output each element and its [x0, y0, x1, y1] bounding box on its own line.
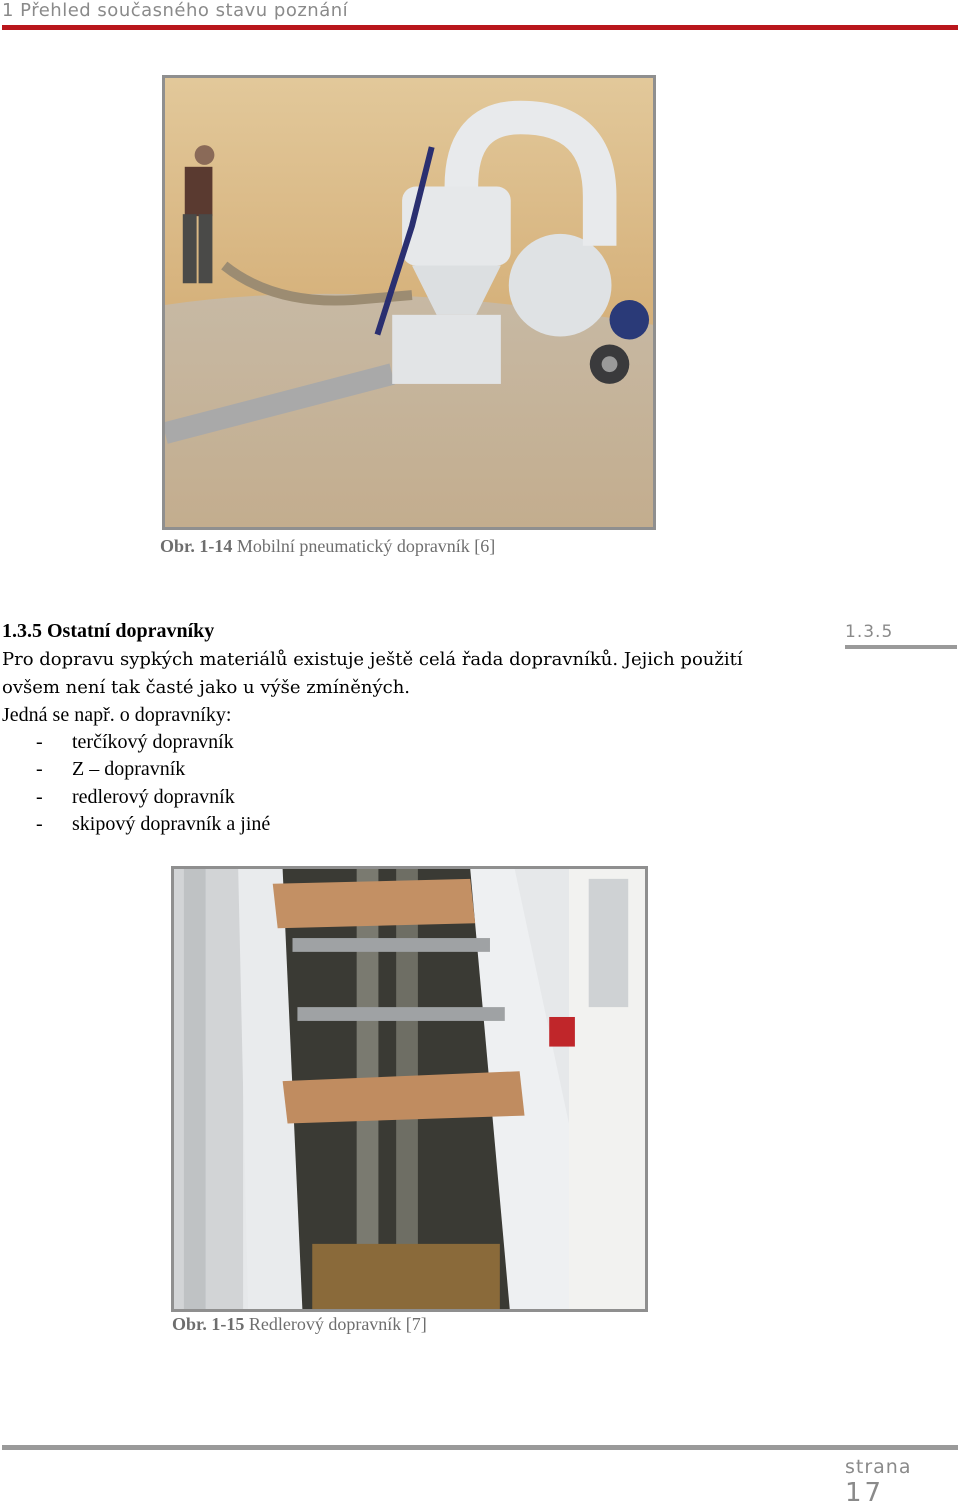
list-item: terčíkový dopravník — [72, 731, 234, 753]
list-dash: - — [36, 813, 43, 835]
paragraph-line-1: Pro dopravu sypkých materiálů existuje ještě celá řada dopravníků. Jejich použití — [2, 649, 743, 670]
list-item: redlerový dopravník — [72, 786, 235, 808]
figure-1-15-number: Obr. 1-15 — [172, 1314, 245, 1334]
photo-chain-conveyor — [174, 869, 645, 1309]
paragraph-line-2: ovšem není tak časté jako u výše zmíněných. — [2, 677, 411, 698]
figure-1-15-title: Redlerový dopravník [7] — [248, 1314, 427, 1334]
section-heading: 1.3.5 Ostatní dopravníky — [2, 620, 215, 642]
figure-1-14-number: Obr. 1-14 — [160, 536, 233, 556]
list-dash: - — [36, 758, 43, 780]
figure-chain-conveyor-photo — [171, 866, 648, 1312]
chapter-title: 1 Přehled současného stavu poznání — [2, 0, 349, 21]
footer-page-number: 17 — [845, 1478, 885, 1508]
photo-pneumatic-conveyor — [165, 78, 653, 527]
list-item: Z – dopravník — [72, 758, 186, 780]
margin-section-ref: 1.3.5 — [845, 622, 894, 642]
margin-rule — [845, 645, 957, 649]
figure-1-15-caption — [172, 1314, 427, 1335]
footer-page-label: strana — [845, 1456, 912, 1478]
figure-pneumatic-conveyor-photo — [162, 75, 656, 530]
list-item: skipový dopravník a jiné — [72, 813, 271, 835]
list-dash: - — [36, 731, 43, 753]
list-dash: - — [36, 786, 43, 808]
figure-1-14-caption — [160, 536, 495, 557]
header-rule — [2, 25, 958, 30]
figure-1-14-title: Mobilní pneumatický dopravník [6] — [236, 536, 496, 556]
footer-rule — [2, 1445, 958, 1450]
list-intro: Jedná se např. o dopravníky: — [2, 704, 232, 726]
